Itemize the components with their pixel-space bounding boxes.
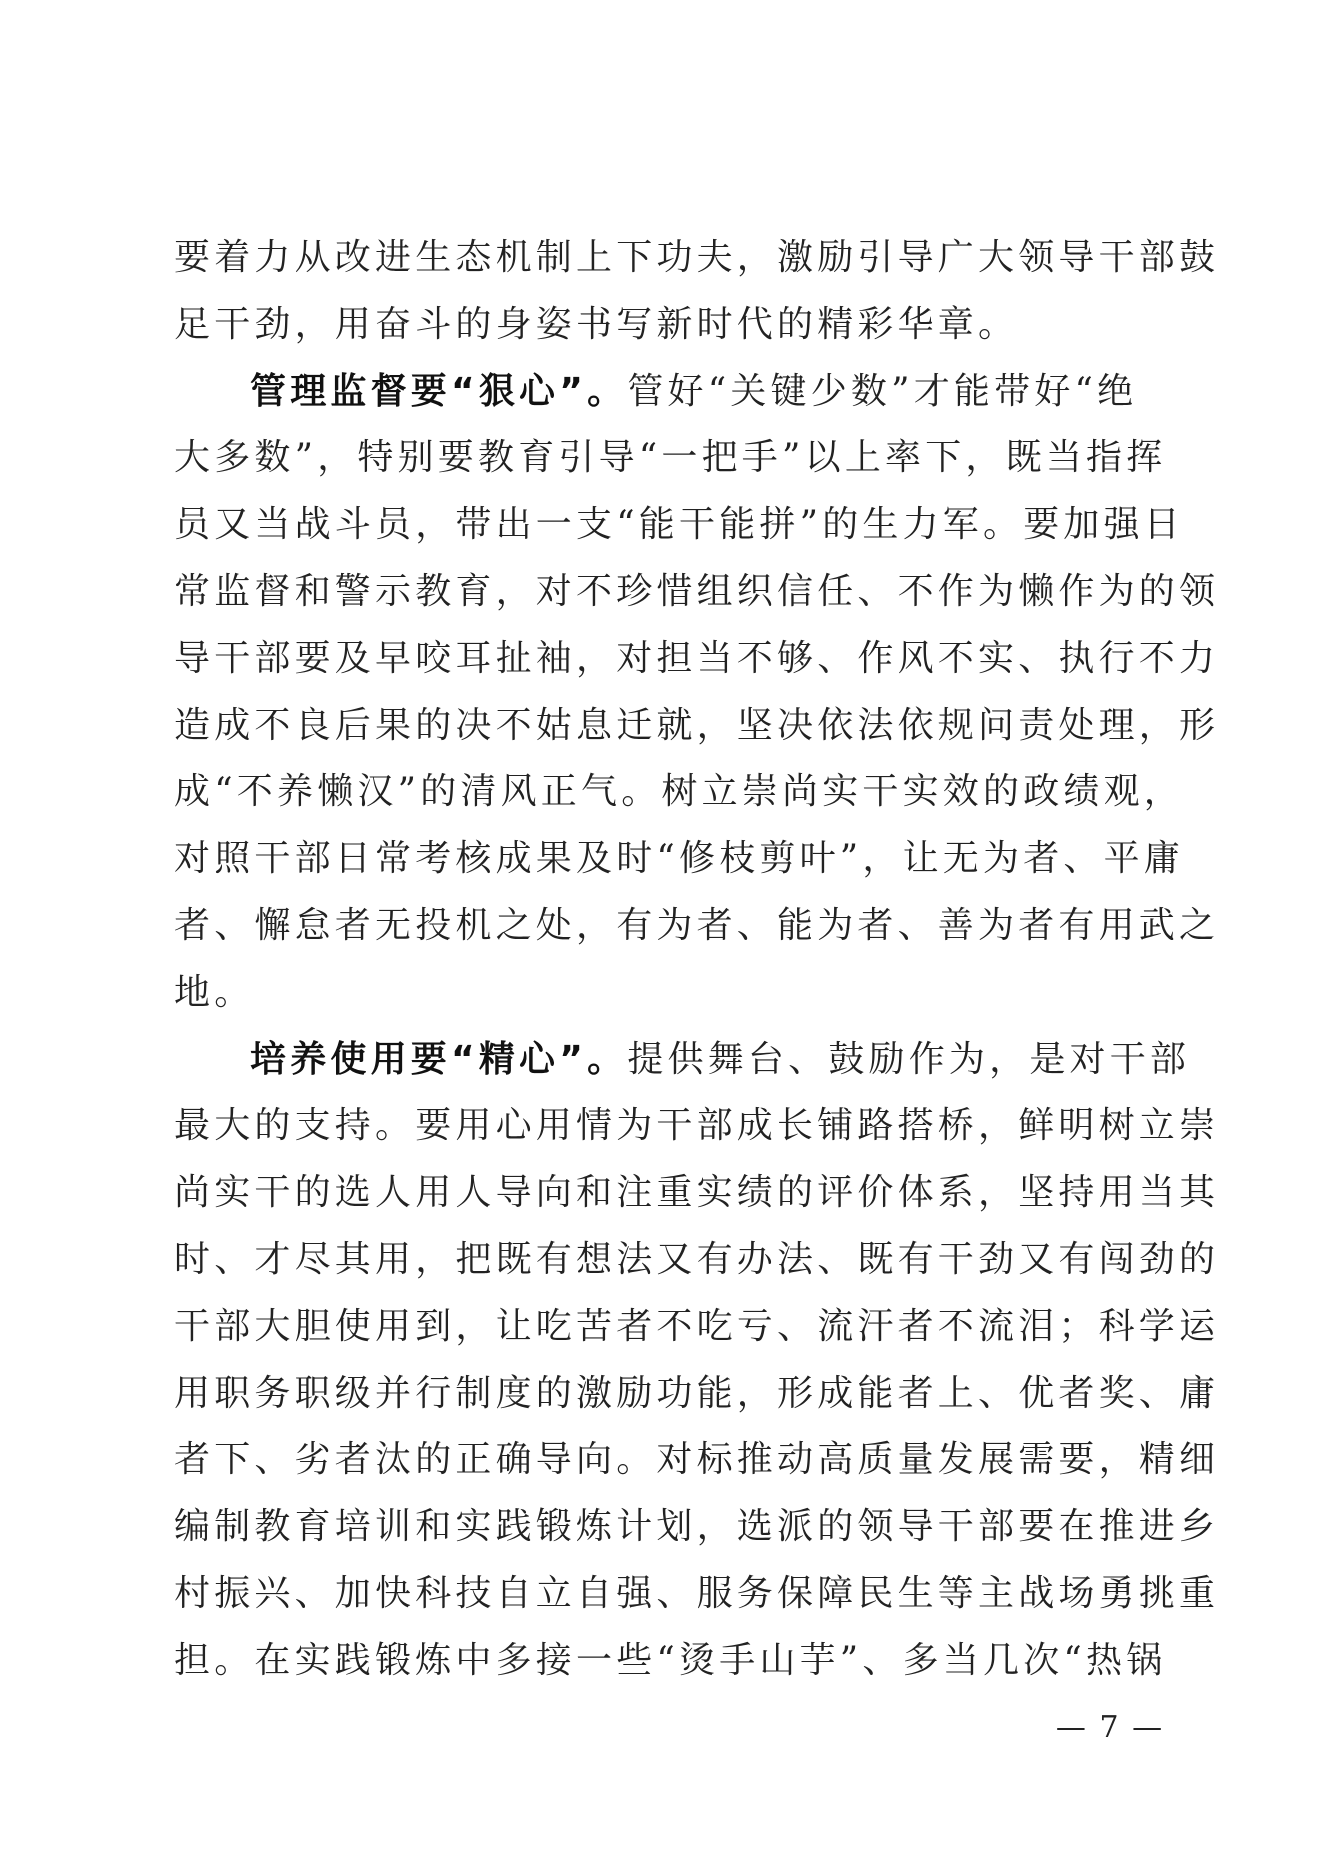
text-line: 者下、劣者汰的正确导向。对标推动高质量发展需要，精细: [174, 1439, 1220, 1481]
paragraph-start-line: 培养使用要“精心”。提供舞台、鼓励作为，是对干部: [250, 1038, 1191, 1080]
text-line: 造成不良后果的决不姑息迁就，坚决依法依规问责处理，形: [174, 704, 1220, 746]
text-line: 足干劲，用奋斗的身姿书写新时代的精彩华章。: [174, 303, 1019, 345]
text-line: 常监督和警示教育，对不珍惜组织信任、不作为懒作为的领: [174, 570, 1220, 612]
body-text: [174, 225, 1220, 1695]
text-line: 时、才尽其用，把既有想法又有办法、既有干劲又有闯劲的: [174, 1238, 1220, 1280]
text-line: 担。在实践锻炼中多接一些“烫手山芋”、多当几次“热锅: [174, 1639, 1167, 1681]
text-line: 尚实干的选人用人导向和注重实绩的评价体系，坚持用当其: [174, 1172, 1220, 1214]
text-line: 干部大胆使用到，让吃苦者不吃亏、流汗者不流泪；科学运: [174, 1305, 1220, 1347]
text-line: 员又当战斗员，带出一支“能干能拼”的生力军。要加强日: [174, 504, 1185, 546]
text-line: 村振兴、加快科技自立自强、服务保障民生等主战场勇挑重: [174, 1572, 1220, 1614]
text-line: 导干部要及早咬耳扯袖，对担当不够、作风不实、执行不力: [174, 637, 1220, 679]
text-line: 要着力从改进生态机制上下功夫，激励引导广大领导干部鼓: [174, 237, 1220, 278]
text-line: 编制教育培训和实践锻炼计划，选派的领导干部要在推进乡: [174, 1506, 1220, 1548]
text-line: 对照干部日常考核成果及时“修枝剪叶”，让无为者、平庸: [174, 838, 1185, 880]
text-line: 成“不养懒汉”的清风正气。树立崇尚实干实效的政绩观，: [174, 771, 1185, 813]
text-line: 用职务职级并行制度的激励功能，形成能者上、优者奖、庸: [174, 1372, 1220, 1414]
text-line: 最大的支持。要用心用情为干部成长铺路搭桥，鲜明树立崇: [174, 1105, 1220, 1147]
section-heading-training: 培养使用要“精心”。: [250, 1038, 628, 1080]
page-number: — 7 —: [1055, 1710, 1165, 1745]
text-line: 者、懈怠者无投机之处，有为者、能为者、善为者有用武之: [174, 904, 1220, 946]
section-heading-management: 管理监督要“狠心”。: [250, 370, 628, 412]
text-line: 大多数”，特别要教育引导“一把手”以上率下，既当指挥: [174, 437, 1167, 479]
text-line: 地。: [174, 971, 255, 1013]
paragraph-start-line: 管理监督要“狠心”。管好“关键少数”才能带好“绝: [250, 370, 1138, 412]
